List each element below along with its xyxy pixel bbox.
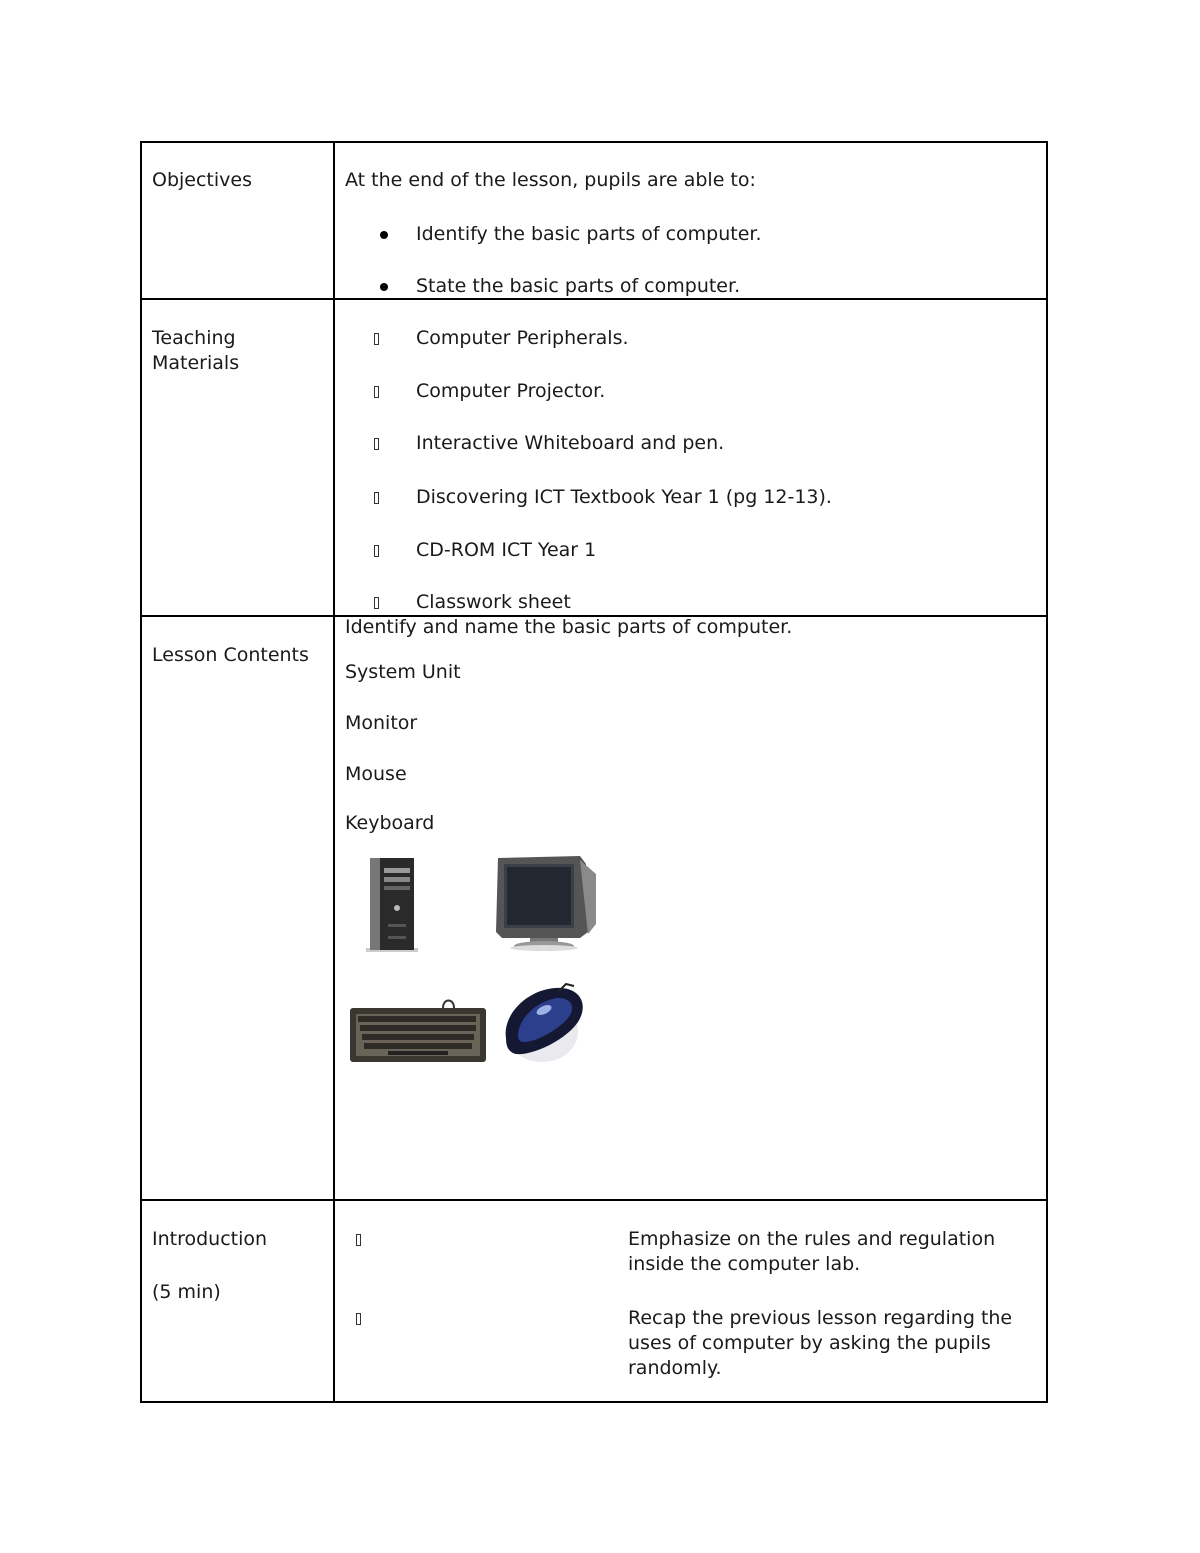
objectives-intro: At the end of the lesson, pupils are able to: <box>345 169 756 191</box>
materials-label-line2: Materials <box>152 352 240 374</box>
introduction-item: Emphasize on the rules and regulation inside the computer lab. <box>628 1228 996 1275</box>
bullet-box-icon <box>356 1234 361 1246</box>
bullet-box-icon <box>374 545 379 557</box>
introduction-item: Recap the previous lesson regarding the uses of computer by asking the pupils randomly. <box>628 1307 1013 1379</box>
bullet-box-icon <box>374 438 379 450</box>
bullet-dot-icon <box>380 283 388 291</box>
bullet-box-icon <box>374 333 379 345</box>
part-name: Mouse <box>345 763 407 785</box>
row-divider-3 <box>140 1199 1048 1201</box>
material-item: Interactive Whiteboard and pen. <box>416 432 725 454</box>
table-border-bottom <box>140 1401 1048 1403</box>
material-item: Discovering ICT Textbook Year 1 (pg 12-13). <box>416 486 832 508</box>
material-item: CD-ROM ICT Year 1 <box>416 539 597 561</box>
bullet-box-icon <box>374 597 379 609</box>
contents-heading: Identify and name the basic parts of computer. <box>345 616 793 638</box>
part-name: Keyboard <box>345 812 435 834</box>
objectives-label: Objectives <box>152 169 252 191</box>
column-divider <box>333 141 335 1403</box>
monitor-image <box>490 854 598 952</box>
objective-item: Identify the basic parts of computer. <box>416 223 762 245</box>
materials-label-line1: Teaching <box>152 327 236 349</box>
bullet-dot-icon <box>380 231 388 239</box>
introduction-duration: (5 min) <box>152 1281 221 1303</box>
material-item: Computer Peripherals. <box>416 327 629 349</box>
table-border-top <box>140 141 1048 143</box>
bullet-box-icon <box>374 386 379 398</box>
bullet-box-icon <box>356 1313 361 1325</box>
mouse-image <box>492 976 592 1068</box>
keyboard-image <box>348 996 488 1066</box>
material-item: Classwork sheet <box>416 591 571 613</box>
contents-label: Lesson Contents <box>152 644 309 666</box>
objective-item: State the basic parts of computer. <box>416 275 741 297</box>
bullet-box-icon <box>374 492 379 504</box>
table-border-left <box>140 141 142 1403</box>
part-name: Monitor <box>345 712 418 734</box>
part-name: System Unit <box>345 661 461 683</box>
system-unit-image <box>362 856 422 952</box>
table-border-right <box>1046 141 1048 1403</box>
introduction-label: Introduction <box>152 1228 268 1250</box>
material-item: Computer Projector. <box>416 380 606 402</box>
